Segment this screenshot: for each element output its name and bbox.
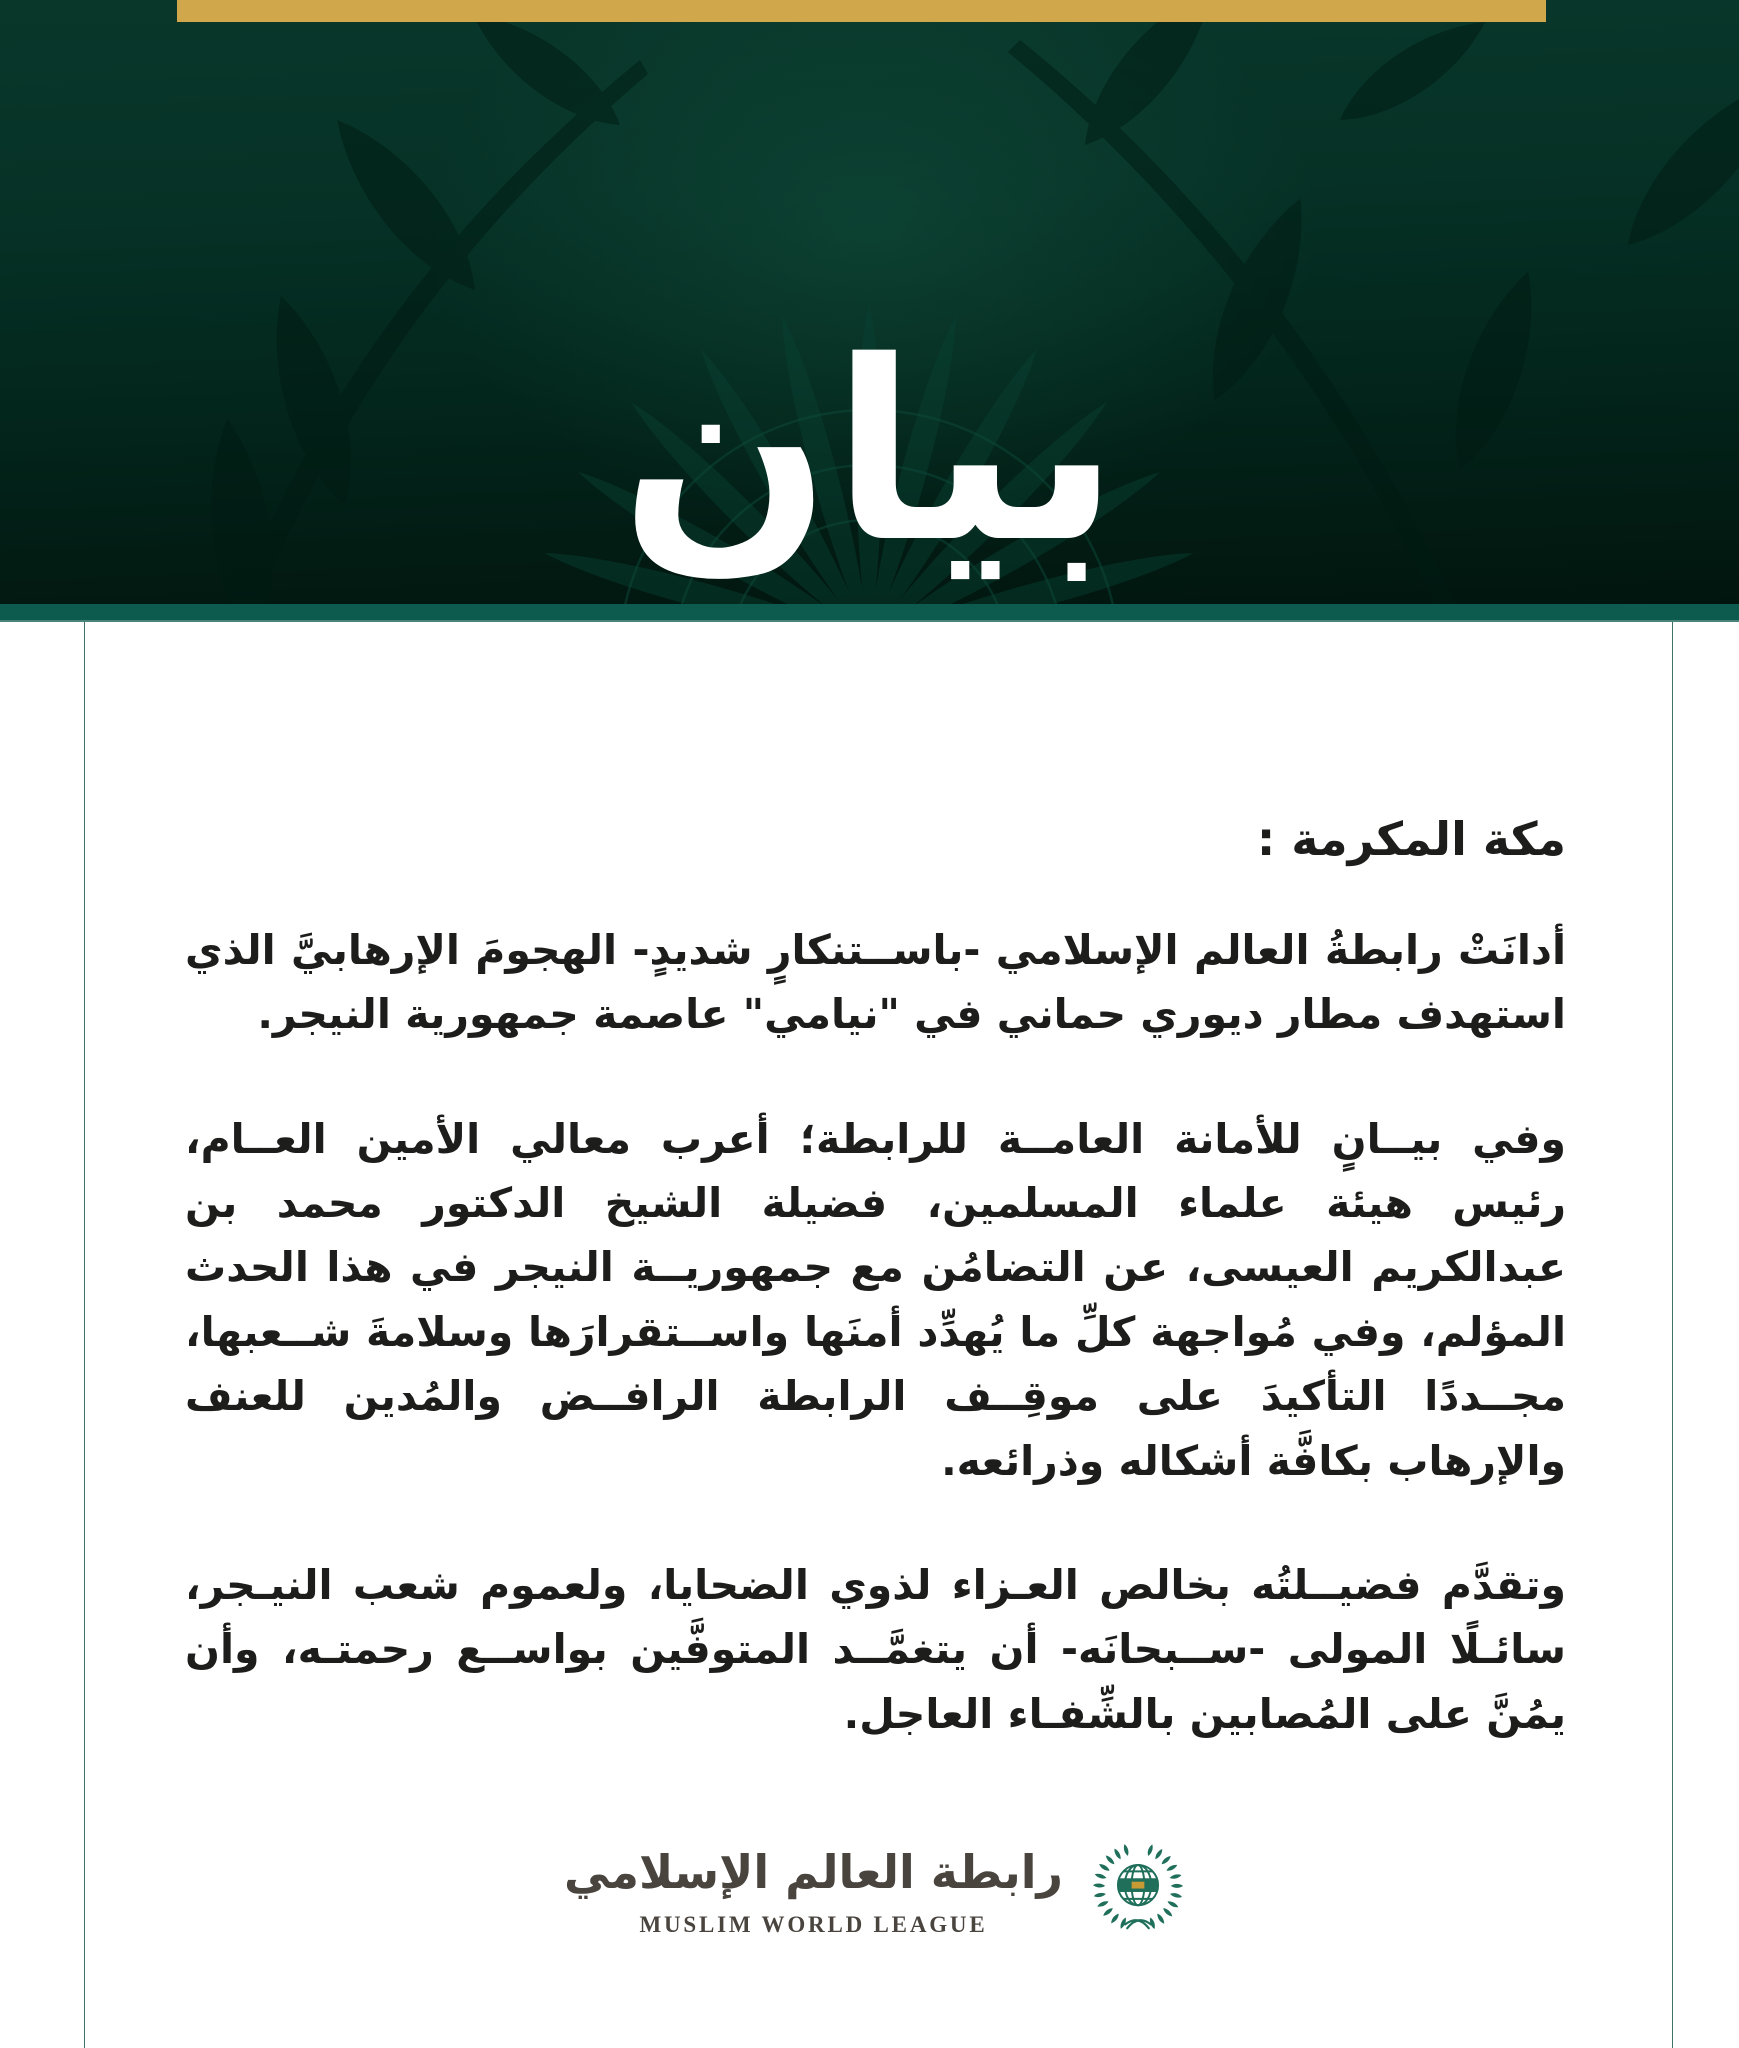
mwl-emblem-globe-wreath-icon <box>1089 1842 1187 1940</box>
mwl-logotype-block <box>564 1844 1063 1938</box>
statement-body-panel <box>84 622 1673 2048</box>
statement-header-banner <box>0 0 1739 604</box>
teal-divider-strip <box>0 604 1739 622</box>
gold-accent-bar <box>177 0 1546 22</box>
paragraph-solidarity: وفي بيــانٍ للأمانة العامــة للرابطة؛ أعرب معالي الأمين العــام، رئيس هيئة علماء المسلمين، فضيلة الشيخ الدكتور محمد بن عبدالكريم العيسى، عن التضامُن مع جمهوريــة النيجر في هذا الحدث المؤلم، وفي مُواجهة كلِّ ما يُهدِّد أمنَها واســتقرارَها وسلامةَ شــعبها، مجــددًا التأكيدَ على موقِــف الرابطة الرافــض والمُدين للعنف والإرهاب بكافَّة أشكاله وذرائعه. <box>185 1114 1566 1485</box>
mwl-logo <box>185 1842 1566 1940</box>
paragraph-condemnation: أدانَتْ رابطةُ العالم الإسلامي -باســتنكارٍ شديدٍ- الهجومَ الإرهابيَّ الذي استهدف مطار ديوري حماني في "نيامي" عاصمة جمهورية النيجر. <box>185 926 1566 1039</box>
mwl-english-logotype: MUSLIM WORLD LEAGUE <box>639 1911 988 1937</box>
dateline-city: مكة المكرمة : <box>1256 812 1566 866</box>
mwl-arabic-logotype: رابطة العالم الإسلامي <box>563 1845 1064 1900</box>
paragraph-condolences: وتقدَّم فضيــلتُه بخالص العـزاء لذوي الضحايا، ولعموم شعب النيـجر، سائـلًا المولى -ســبحانَه- أن يتغمَّــد المتوفَّين بواســع رحمتـه، وأن يمُنَّ على المُصابين بالشِّفـاء العاجل. <box>185 1560 1566 1738</box>
statement-title-calligraphy: بيان <box>619 309 1120 598</box>
